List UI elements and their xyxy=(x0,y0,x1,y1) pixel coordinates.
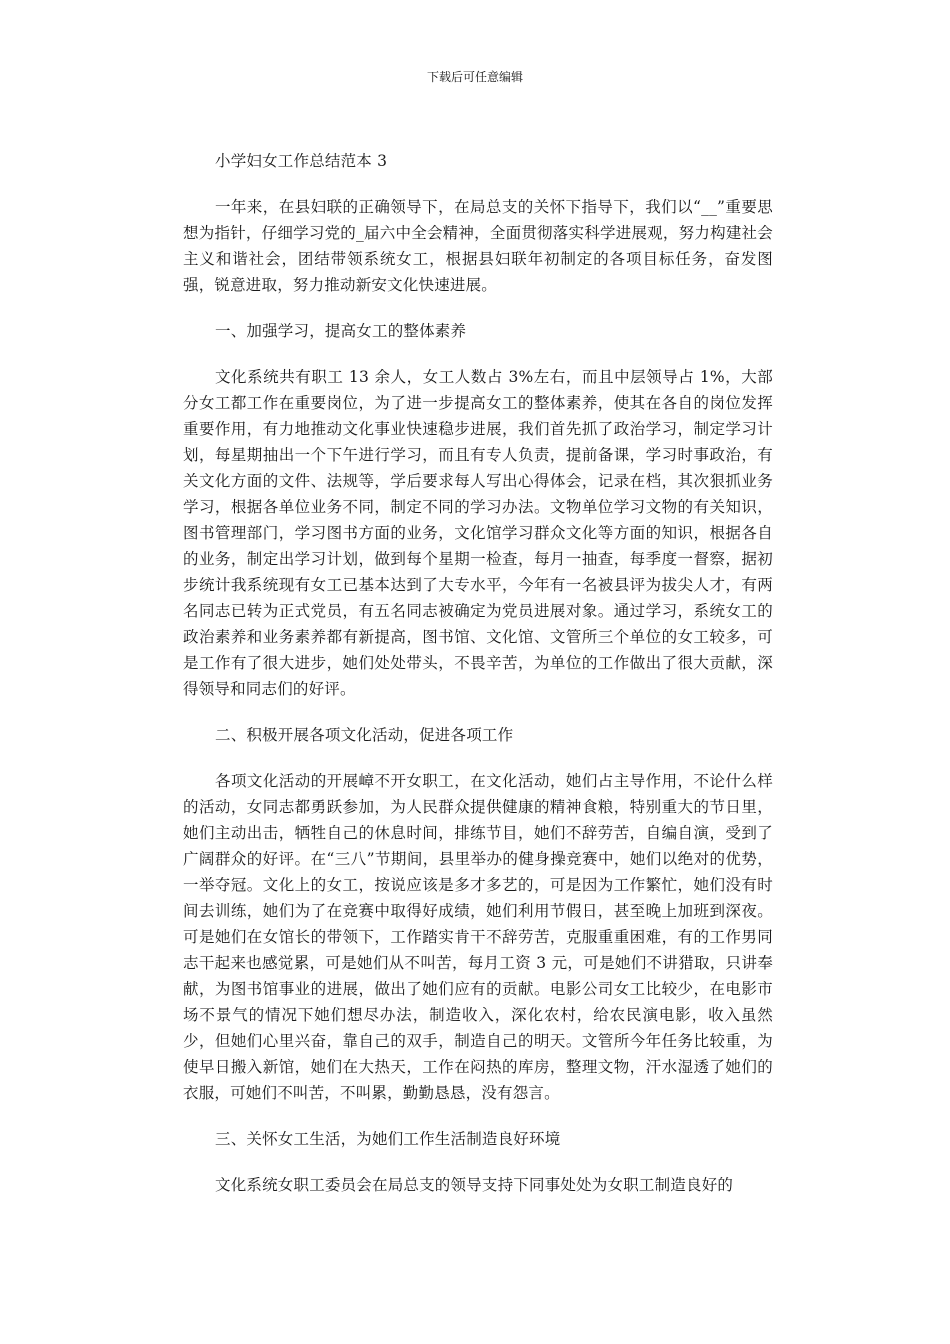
section-3-paragraph: 文化系统女职工委员会在局总支的领导支持下同事处处为女职工制造良好的 xyxy=(215,1176,734,1194)
section-1-paragraph: 文化系统共有职工 13 余人，女工人数占 3%左右，而且中层领导占 1%，大部分女工都工作在重要岗位，为了进一步提高女工的整体素养，使其在各自的岗位发挥重要作用，有力地推动文化事业快速稳步进展，我们首先抓了政治学习，制定学习计划，每星期抽出一个下午进行学习，而且有专人负责，提前备课，学习时事政治，有关文化方面的文件、法规等，学后要求每人写出心得体会，记录在档，其次狠抓业务学习，根据各单位业务不同，制定不同的学习办法。文物单位学习文物的有关知识，图书管理部门，学习图书方面的业务，文化馆学习群众文化等方面的知识，根据各自的业务，制定出学习计划，做到每个星期一检查，每月一抽查，每季度一督察，据初步统计我系统现有女工已基本达到了大专水平，今年有一名被县评为拔尖人才，有两名同志已转为正式党员，有五名同志被确定为党员进展对象。通过学习，系统女工的政治素养和业务素养都有新提高，图书馆、文化馆、文管所三个单位的女工较多，可是工作有了很大进步，她们处处带头，不畏辛苦，为单位的工作做出了很大贡献，深得领导和同志们的好评。 xyxy=(183,368,773,698)
section-2-paragraph: 各项文化活动的开展嶂不开女职工，在文化活动，她们占主导作用，不论什么样的活动，女同志都勇跃参加，为人民群众提供健康的精神食粮，特别重大的节日里，她们主动出击，牺牲自己的休息时间，排练节目，她们不辞劳苦，自编自演，受到了广阔群众的好评。在“三八”节期间，县里举办的健身操竞赛中，她们以绝对的优势，一举夺冠。文化上的女工，按说应该是多才多艺的，可是因为工作繁忙，她们没有时间去训练，她们为了在竞赛中取得好成绩，她们利用节假日，甚至晚上加班到深夜。可是她们在女馆长的带领下，工作踏实肯干不辞劳苦，克服重重困难，有的工作男同志干起来也感觉累，可是她们从不叫苦，每月工资 3 元，可是她们不讲猎取，只讲奉献，为图书馆事业的进展，做出了她们应有的贡献。电影公司女工比较少，在电影市场不景气的情况下她们想尽办法，制造收入，深化农村，给农民演电影，收入虽然少，但她们心里兴奋，靠自己的双手，制造自己的明天。文管所今年任务比较重，为使早日搬入新馆，她们在大热天，工作在闷热的库房，整理文物，汗水湿透了她们的衣服，可她们不叫苦，不叫累，勤勤恳恳，没有怨言。 xyxy=(183,772,773,1102)
section-3-heading: 三、关怀女工生活，为她们工作生活制造良好环境 xyxy=(215,1130,561,1148)
section-2-heading: 二、积极开展各项文化活动，促进各项工作 xyxy=(215,726,514,744)
document-title: 小学妇女工作总结范本 3 xyxy=(215,152,388,170)
header-note: 下载后可任意编辑 xyxy=(426,70,523,84)
intro-paragraph: 一年来，在县妇联的正确领导下，在局总支的关怀下指导下，我们以“__”重要思想为指针，仔细学习党的_届六中全会精神，全面贯彻落实科学进展观，努力构建社会主义和谐社会，团结带领系统女工，根据县妇联年初制定的各项目标任务，奋发图强，锐意进取，努力推动新安文化快速进展。 xyxy=(183,198,773,294)
document-body xyxy=(183,148,773,1218)
section-1-heading: 一、加强学习，提高女工的整体素养 xyxy=(215,322,467,340)
